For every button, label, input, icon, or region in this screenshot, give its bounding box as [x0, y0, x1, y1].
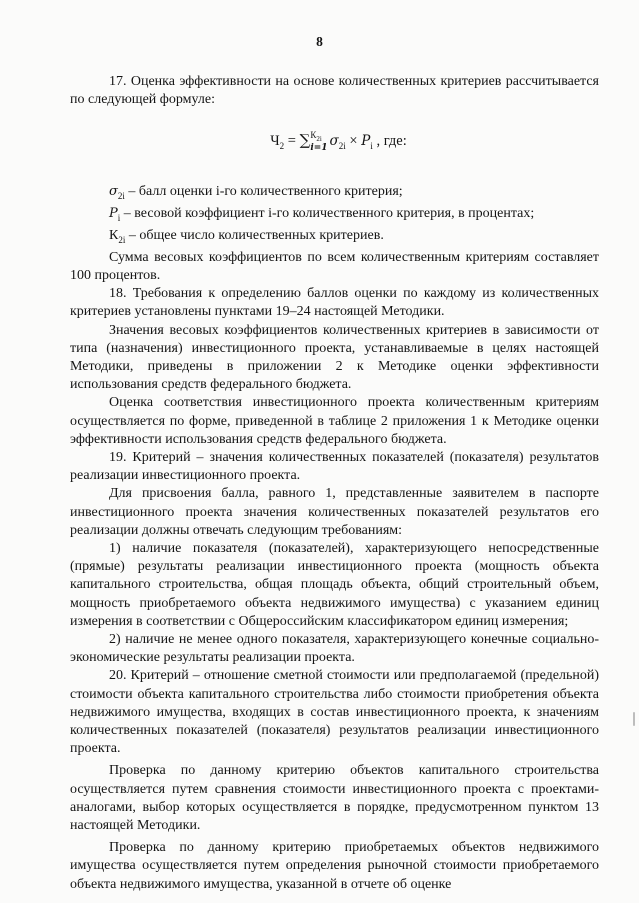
paragraph-check-property: Проверка по данному критерию приобретаемых объектов недвижимого имущества осуществляется путем определения рыночной стоимости приобретаемого объекта недвижимого имущества, указанной в отчете об оценке: [70, 840, 599, 892]
def-subscript: 2i: [117, 190, 125, 201]
paragraph-check-construction: Проверка по данному критерию объектов капитального строительства осуществляется путем сравнения стоимости инвестиционного проекта с проектами-аналогами, выбор которых осуществляется в порядке, предусмотренном пунктом 13 настоящей Методики.: [70, 763, 599, 834]
formula-lhs: Ч: [270, 133, 280, 150]
definition-k: [70, 227, 599, 249]
def-symbol: К: [109, 227, 119, 243]
formula-times: ×: [345, 133, 362, 150]
formula-p: P: [361, 133, 371, 150]
sum-lower: i=1: [310, 143, 328, 154]
formula-equals: =: [284, 133, 300, 150]
scan-edge-mark: [633, 712, 635, 726]
def-text: – общее число количественных критериев.: [125, 227, 384, 243]
paragraph-20: 20. Критерий – отношение сметной стоимости или предполагаемой (предельной) стоимости объекта капитального строительства либо стоимости приобретения объекта недвижимого имущества, входящих в состав инвестиционного проекта, к значениям количественных показателей (показателя) результатов реализации инвестиционного проекта.: [70, 668, 599, 757]
paragraph-score: Для присвоения балла, равного 1, представленные заявителем в паспорте инвестиционного проекта значения количественных показателей результатов его реализации должны отвечать следующим требованиям:: [70, 486, 599, 538]
paragraph-17: 17. Оценка эффективности на основе количественных критериев рассчитывается по следующей формуле:: [70, 74, 599, 108]
formula-sigma: σ: [329, 133, 339, 150]
formula-sigma-sub: 2i: [338, 141, 346, 152]
def-text: – весовой коэффициент i-го количественного критерия, в процентах;: [120, 205, 535, 221]
def-symbol: P: [109, 205, 118, 221]
sum-symbol: ∑: [299, 131, 311, 150]
sum-upper: К: [310, 130, 317, 141]
sum-limits: [310, 131, 327, 153]
paragraph-19: 19. Критерий – значения количественных показателей (показателя) результатов реализации инвестиционного проекта.: [70, 449, 599, 484]
definition-sigma: [70, 183, 599, 205]
def-symbol: σ: [109, 183, 118, 199]
document-body: [70, 73, 599, 894]
list-item-1: 1) наличие показателя (показателей), характеризующего непосредственные (прямые) результаты реализации инвестиционного проекта (мощность объекта капитального строительства, общая площадь объекта, общий строительный объем, мощность приобретаемого объекта недвижимого имущества) с указанием единиц измерения в соответствии с Общероссийским классификатором единиц измерения;: [70, 540, 599, 629]
paragraph-assessment: Оценка соответствия инвестиционного проекта количественным критериям осуществляется по форме, приведенной в таблице 2 приложения 1 к Методике оценки эффективности использования средств федерального бюджета.: [70, 395, 599, 447]
page-number: 8: [316, 34, 323, 49]
sum-upper-sub: 2i: [316, 135, 322, 144]
formula-tail: , где:: [372, 133, 407, 150]
list-item-2: 2) наличие не менее одного показателя, характеризующего конечные социально-экономические результаты реализации проекта.: [70, 632, 599, 666]
formula-lhs-sub: 2: [279, 141, 285, 152]
def-subscript: i: [117, 212, 121, 223]
paragraph-sum: Сумма весовых коэффициентов по всем количественным критериям составляет 100 процентов.: [70, 249, 599, 283]
paragraph-weights: Значения весовых коэффициентов количественных критериев в зависимости от типа (назначения) инвестиционного проекта, устанавливаемые в целях настоящей Методики, приведены в приложении 2 к Методике оценки эффективности использования средств федерального бюджета.: [70, 322, 599, 393]
def-text: – балл оценки i-го количественного критерия;: [124, 183, 403, 199]
formula: [70, 131, 599, 155]
formula-p-sub: i: [370, 141, 373, 152]
paragraph-18: 18. Требования к определению баллов оценки по каждому из количественных критериев установлены пунктами 19–24 настоящей Методики.: [70, 286, 599, 320]
def-subscript: 2i: [118, 234, 126, 245]
definition-p: [70, 205, 599, 227]
